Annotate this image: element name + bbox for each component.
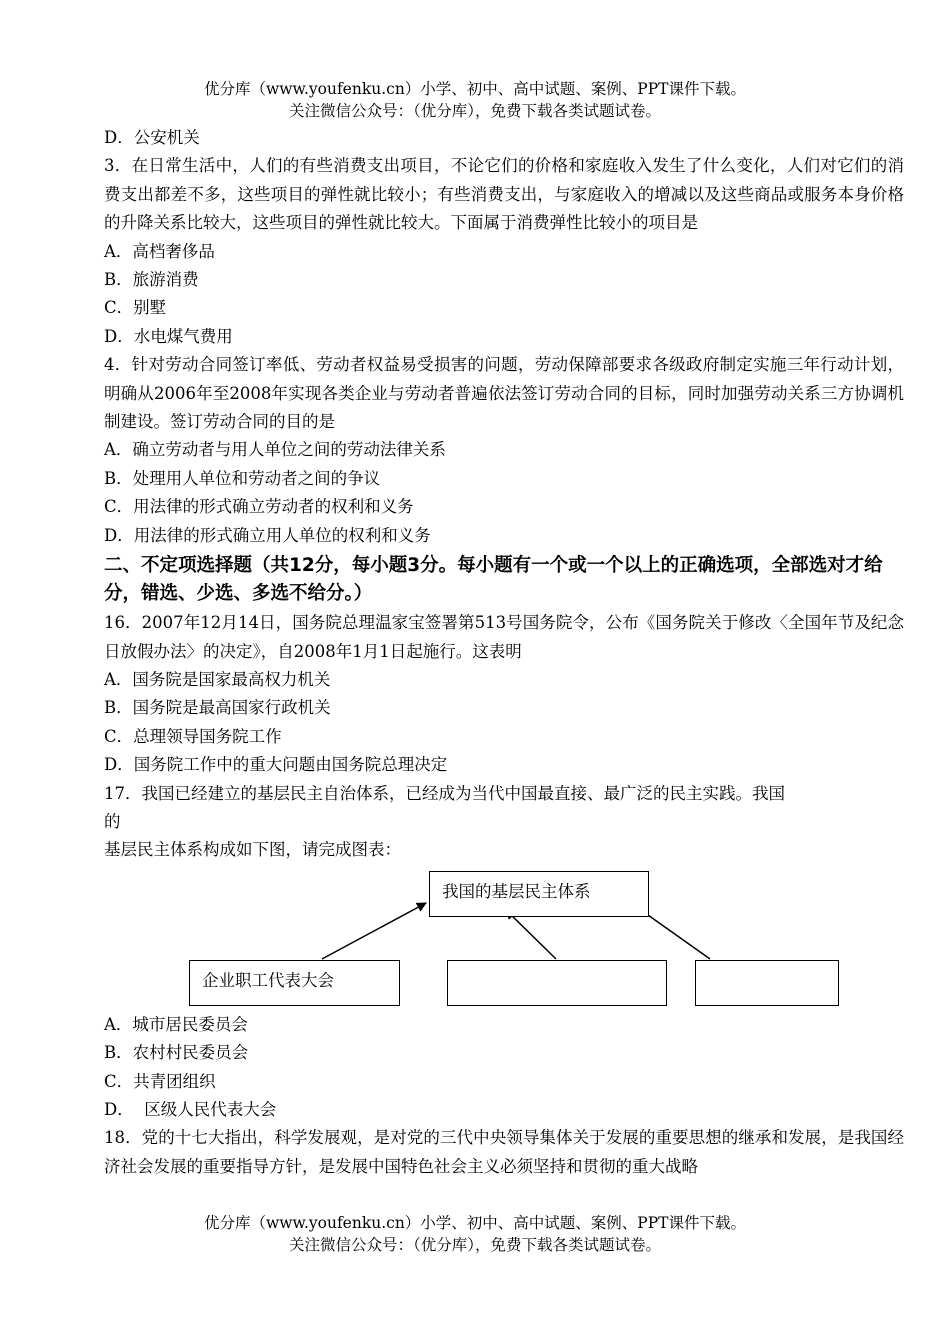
question-3-option-a: A．高档奢侈品 (104, 241, 215, 261)
page-footer (0, 1212, 950, 1256)
page-header (0, 78, 950, 122)
question-3-stem: 3．在日常生活中，人们的有些消费支出项目，不论它们的价格和家庭收入发生了什么变化，人们对它们的消费支出都差不多，这些项目的弹性就比较小；有些消费支出，与家庭收入的增减以及这些商品或服务本身价格的升降关系比较大，这些项目的弹性就比较大。下面属于消费弹性比较小的项目是 (104, 156, 904, 233)
header-line-2: 关注微信公众号：（优分库），免费下载各类试题试卷。 (288, 102, 661, 120)
header-line-1: 优分库（www.youfenku.cn）小学、初中、高中试题、案例、PPT课件下载。 (203, 80, 747, 98)
question-4 (104, 351, 904, 550)
question-3-option-d: D．水电煤气费用 (104, 326, 233, 346)
question-17-option-a: A．城市居民委员会 (104, 1014, 248, 1034)
section-2-title: 二、不定项选择题（共12分，每小题3分。每小题有一个或一个以上的正确选项，全部选对才给分，错选、少选、多选不给分。） (104, 555, 883, 605)
question-18-stem: 18．党的十七大指出，科学发展观，是对党的三代中央领导集体关于发展的重要思想的继承和发展，是我国经济社会发展的重要指导方针，是发展中国特色社会主义必须坚持和贯彻的重大战略 (104, 1128, 904, 1176)
question-16-option-a: A．国务院是国家最高权力机关 (104, 669, 331, 689)
question-17-option-c: C．共青团组织 (104, 1071, 216, 1091)
question-17-option-b: B．农村村民委员会 (104, 1043, 249, 1063)
question-16-stem: 16．2007年12月14日，国务院总理温家宝签署第513号国务院令，公布《国务院关于修改〈全国年节及纪念日放假办法〉的决定》，自2008年1月1日起施行。这表明 (104, 613, 904, 661)
question-3-option-c: C．别墅 (104, 298, 167, 318)
diagram-left-box: 企业职工代表大会 (189, 960, 400, 1006)
question-16 (104, 609, 904, 779)
question-17-stem-line-3: 基层民主体系构成如下图，请完成图表： (104, 840, 401, 860)
footer-line-1: 优分库（www.youfenku.cn）小学、初中、高中试题、案例、PPT课件下载。 (203, 1214, 747, 1232)
question-4-option-c: C．用法律的形式确立劳动者的权利和义务 (104, 497, 414, 517)
question-17-option-d: D． 区级人民代表大会 (104, 1099, 277, 1119)
base-democracy-diagram (104, 865, 904, 1011)
document-body (104, 124, 904, 1181)
question-16-option-b: B．国务院是最高国家行政机关 (104, 698, 331, 718)
question-4-option-d: D．用法律的形式确立用人单位的权利和义务 (104, 525, 431, 545)
question-4-option-a: A．确立劳动者与用人单位之间的劳动法律关系 (104, 440, 446, 460)
question-3-option-b: B．旅游消费 (104, 270, 199, 290)
question-4-stem: 4．针对劳动合同签订率低、劳动者权益易受损害的问题，劳动保障部要求各级政府制定实施三年行动计划，明确从2006年至2008年实现各类企业与劳动者普遍依法签订劳动合同的目标，同时加强劳动关系三方协调机制建设。签订劳动合同的目的是 (104, 355, 904, 432)
arrow-left-to-top (322, 903, 426, 959)
question-17 (104, 780, 904, 1125)
question-3 (104, 152, 904, 351)
diagram-top-box: 我国的基层民主体系 (429, 871, 649, 917)
question-18 (104, 1124, 904, 1181)
question-16-option-d: D．国务院工作中的重大问题由国务院总理决定 (104, 755, 448, 775)
diagram-middle-box-blank[interactable] (447, 960, 667, 1006)
question-17-stem-line-2: 的 (104, 811, 121, 831)
diagram-right-box-blank[interactable] (695, 960, 839, 1006)
arrow-middle-to-top (506, 910, 556, 959)
question-4-option-b: B．处理用人单位和劳动者之间的争议 (104, 468, 381, 488)
question-17-stem-line-1: 17．我国已经建立的基层民主自治体系，已经成为当代中国最直接、最广泛的民主实践。我国 (104, 783, 785, 803)
footer-line-2: 关注微信公众号：（优分库），免费下载各类试题试卷。 (288, 1236, 661, 1254)
prev-question-option-d: D．公安机关 (104, 128, 200, 147)
question-16-option-c: C．总理领导国务院工作 (104, 726, 282, 746)
